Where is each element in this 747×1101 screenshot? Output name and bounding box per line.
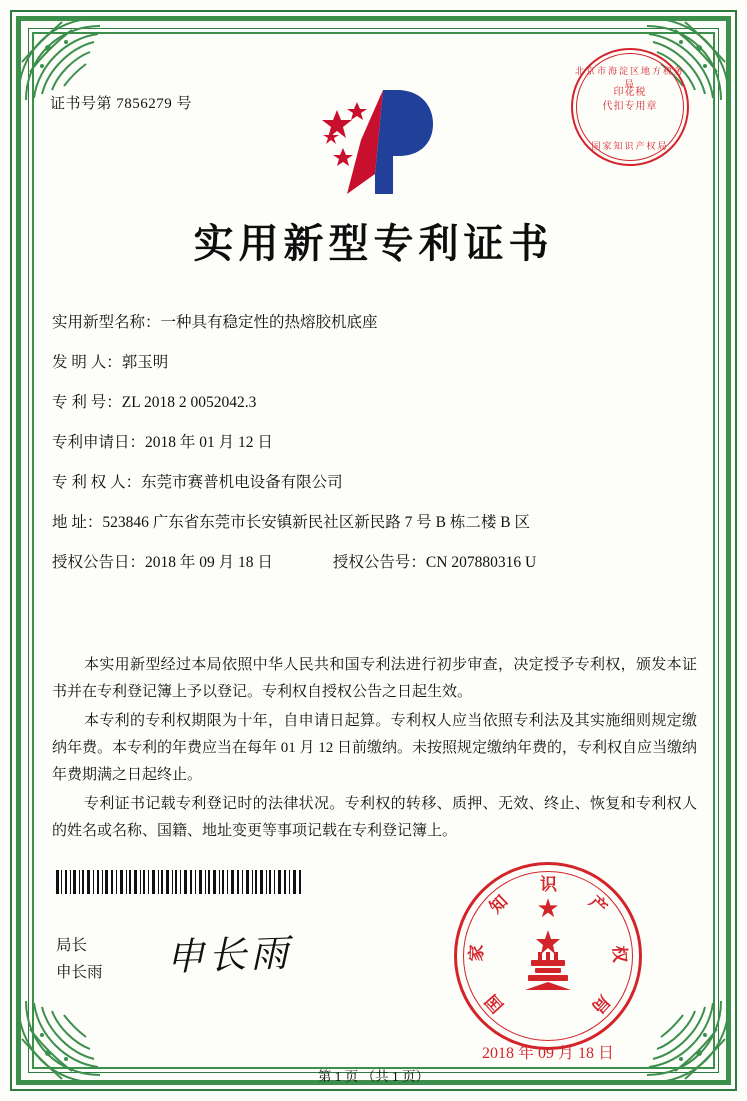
patent-office-logo-icon: [317, 82, 447, 207]
field-list: [52, 312, 697, 592]
field-label: 专 利 号：: [52, 394, 122, 411]
seal-date: 2018 年 09 月 18 日: [481, 1045, 615, 1062]
tax-stamp: [571, 48, 689, 166]
field-row: [52, 472, 697, 494]
paragraph: 专利证书记载专利登记时的法律状况。专利权的转移、质押、无效、终止、恢复和专利权人的姓名或名称、国籍、地址变更等事项记载在专利登记簿上。: [52, 796, 697, 839]
seal-arc-char: 局: [587, 990, 614, 1017]
signature-block: [56, 932, 103, 986]
seal-arc-char: 国: [481, 990, 509, 1017]
field-value: 一种具有稳定性的热熔胶机底座: [160, 314, 378, 331]
handwritten-signature: 申长雨: [165, 930, 293, 980]
field-label: 地 址：: [52, 514, 103, 531]
field-label: 专 利 权 人：: [52, 474, 142, 491]
stamp-arc-bottom: 国家知识产权局: [591, 141, 669, 151]
field-value: 523846 广东省东莞市长安镇新民社区新民路 7 号 B 栋二楼 B 区: [102, 514, 530, 531]
field-label: 专利申请日：: [52, 434, 146, 451]
seal-arc-char: 权: [608, 945, 630, 963]
paragraph: 本专利的专利权期限为十年，自申请日起算。专利权人应当依照专利法及其实施细则规定缴纳年费。本专利的年费应当在每年 01 月 12 日前缴纳。未按照规定缴纳年费的，专利权自应当缴纳年费期满之日起终止。: [52, 713, 698, 783]
grant-number-label: 授权公告号：: [332, 554, 426, 571]
signature-name: 申长雨: [56, 964, 103, 981]
certificate-content: [46, 44, 701, 1062]
stamp-line-2: 代扣专用章: [602, 101, 658, 112]
field-value: ZL 2018 2 0052042.3: [121, 394, 257, 411]
field-row: [52, 512, 697, 534]
field-label: 实用新型名称：: [52, 314, 161, 331]
seal-arc-char: 产: [584, 892, 611, 919]
seal-arc-char: 家: [466, 944, 488, 962]
stamp-line-1: 印花税: [613, 87, 647, 98]
barcode: [54, 870, 302, 894]
page-title: 实用新型专利证书: [193, 221, 554, 267]
page-footer: 第 1 页 （共 1 页）: [317, 1069, 430, 1084]
paragraph: 本实用新型经过本局依照中华人民共和国专利法进行初步审查，决定授予专利权，颁发本证书并在专利登记簿上予以登记。专利权自授权公告之日起生效。: [52, 657, 697, 700]
star-icon: ★: [536, 894, 560, 923]
seal-arc-char: 识: [540, 875, 557, 895]
field-row: [52, 432, 697, 454]
stamp-arc-top: 北京市海淀区地方税务局: [574, 66, 685, 89]
field-value: 郭玉明: [121, 354, 169, 371]
field-row: [52, 312, 697, 334]
grant-number-value: CN 207880316 U: [425, 554, 537, 571]
official-seal: [454, 862, 642, 1062]
seal-arc-char: 知: [485, 891, 513, 918]
grant-date-value: 2018 年 09 月 18 日: [145, 554, 273, 571]
national-emblem-icon: [511, 924, 585, 998]
field-value: 2018 年 01 月 12 日: [145, 434, 273, 451]
field-value: 东莞市赛普机电设备有限公司: [141, 474, 343, 491]
certificate-number: 证书号第 7856279 号: [50, 96, 193, 112]
field-label: 发 明 人：: [52, 354, 122, 371]
field-row: [52, 392, 697, 414]
field-row: [52, 352, 697, 374]
signature-title: 局长: [56, 937, 88, 954]
body-text: [52, 652, 697, 847]
grant-row: [52, 552, 697, 574]
grant-date-label: 授权公告日：: [52, 554, 146, 571]
